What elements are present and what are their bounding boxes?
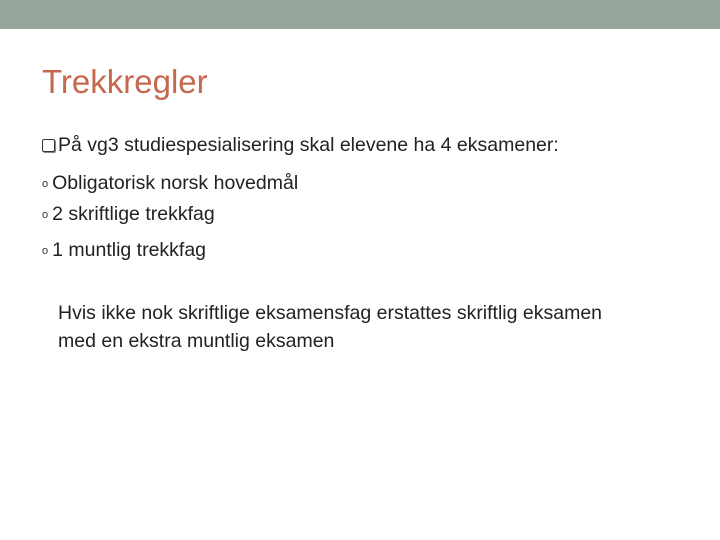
- sub-bullet-text: 2 skriftlige trekkfag: [52, 203, 215, 225]
- note-line: Hvis ikke nok skriftlige eksamensfag erstattes skriftlig eksamen: [58, 302, 603, 324]
- checkbox-bullet-icon: [42, 139, 55, 152]
- sub-bullet-text: Obligatorisk norsk hovedmål: [52, 172, 299, 194]
- sub-bullet-item: [42, 200, 215, 228]
- sub-bullet-item: [42, 236, 206, 264]
- sub-bullet-text: 1 muntlig trekkfag: [52, 239, 207, 261]
- note-line: med en ekstra muntlig eksamen: [58, 330, 335, 352]
- circle-bullet-icon: o: [42, 178, 49, 190]
- sub-bullet-item: [42, 169, 298, 197]
- main-bullet: [42, 131, 559, 159]
- main-bullet-text: På vg3 studiespesialisering skal elevene ha 4 eksamener:: [58, 134, 559, 156]
- circle-bullet-icon: o: [42, 245, 49, 257]
- slide-title: Trekkregler: [42, 63, 208, 100]
- note-paragraph: [58, 299, 698, 355]
- circle-bullet-icon: o: [42, 209, 49, 221]
